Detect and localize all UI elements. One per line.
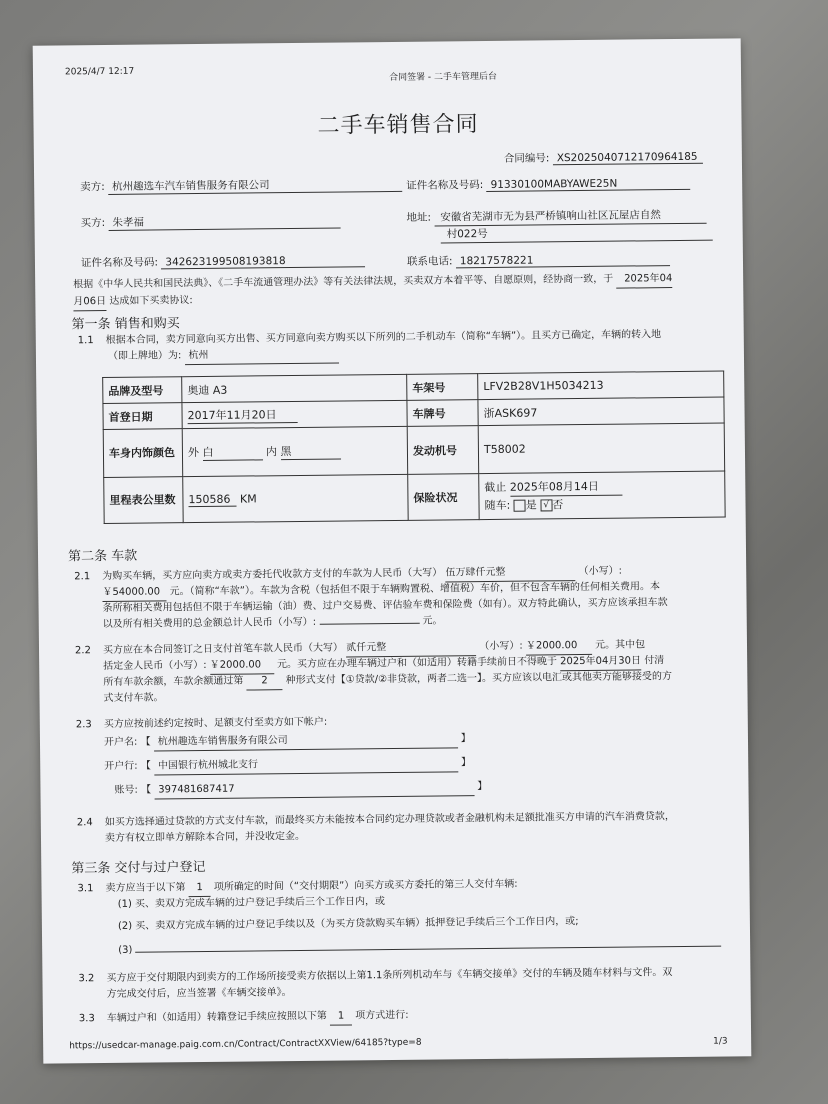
contract-number-value: XS2025040712170964185 [553,151,703,166]
plate-label: 车牌号 [407,400,478,427]
contract-paper [33,38,752,1063]
intro-text: 根据《中华人民共和国民法典》、《二手车流通管理办法》等有关法律法规，买卖双方本着平等、自愿原则，经协商一致，于 [73,273,614,291]
first-payment-lower: ￥2000.00 [526,638,592,656]
deposit-label: 括定金人民币（小写）: [103,659,207,673]
clause-3-2-line2: 方完成交付后，应当签署《车辆交接单》。 [106,987,292,1001]
reg-date-cell [182,400,407,428]
clause-2-1-num: 2.1 [74,571,91,583]
delivery-option: 1 [189,880,211,897]
clause-1-1-label: （即上牌地）为: [107,350,182,362]
price-upper: 伍万肆仟元整 [445,564,575,582]
insurance-until-label: 截止 [484,480,507,495]
clause-3-3-line1 [107,1008,409,1028]
intro-text2: 达成如下买卖协议: [109,295,193,307]
engine-label: 发动机号 [407,426,478,475]
vehicle-info-table [102,371,726,525]
seller-id: 91330100MABYAWE25N [487,177,691,192]
vin-value: LFV2B28V1H5034213 [478,371,724,400]
no-label: 否 [552,498,564,512]
brand-value: 奥迪 A3 [182,374,407,402]
bank-row: 开户行: 【 中国银行杭州城北支行 】 [104,755,471,776]
print-datetime: 2025/4/7 12:17 [64,66,135,78]
price-lower-label: （小写）: [578,565,623,578]
buyer-phone-label: 联系电话: [406,255,453,268]
interior-label: 内 [265,445,278,459]
insurance-until-date: 2025年08月14日 [510,478,622,497]
buyer-label: 买方: [80,216,106,230]
insurance-cell [479,471,725,520]
account-number-label: 账号: [114,784,138,796]
clause-3-1-num: 3.1 [77,883,94,895]
app-title: 合同签署 - 二手车管理后台 [388,71,498,84]
vin-label: 车架号 [407,374,478,401]
bank-label: 开户行: [104,760,138,773]
delivery-option-3-label: (3) [118,944,133,956]
seller-label: 卖方: [80,180,105,194]
no-checkbox: √ [540,499,552,511]
clause-1-1-num: 1.1 [77,335,94,347]
delivery-option-1: (1) 买、卖双方完成车辆的过户登记手续后三个工作日内，或 [117,896,386,910]
delivery-option-3 [118,937,721,959]
engine-value: T58002 [478,423,724,474]
contract-number-label: 合同编号: [503,152,550,165]
reg-date-label: 首登日期 [103,403,182,430]
account-name: 杭州趣选车销售服务有限公司 [154,731,458,751]
account-name-label: 开户名: [103,736,138,749]
mileage-label: 里程表公里数 [104,477,183,524]
clause-2-2-text: 买方应在本合同签订之日支付首笔车款人民币（大写） [102,642,344,657]
transfer-option: 1 [330,1008,352,1025]
intro-paragraph [73,270,733,311]
mileage-value: 150586 [188,492,236,507]
clause-2-3-num: 2.3 [75,719,92,731]
clause-2-2-line4: 式支付车款。 [103,692,164,705]
delivery-option-2: (2) 买、卖双方完成车辆的过户登记手续以及（为买方贷款购买车辆）抵押登记手续后三个工作日内，或; [117,916,579,932]
bank-name: 中国银行杭州城北支行 [154,755,458,775]
payment-method: 2 [246,673,282,690]
clause-2-4-line1: 如买方选择通过贷款的方式支付车款，而最终买方未能按本合同约定办理贷款或者金融机构未足额批准买方申请的汽车消费贷款， [104,811,675,829]
seller-row [80,176,402,195]
clause-2-1-line3: 条所称相关费用包括但不限于车辆运输（油）费、过户交易费、评估验车费和保险费（如有）。双方特此确认，买方应该承担车款 [102,597,668,615]
seller-id-row [406,175,691,193]
registration-city: 杭州 [184,347,338,366]
deposit-amount: ￥2000.00 [210,657,274,675]
contract-number [504,149,703,166]
clause-3-1-text2: 项所确定的时间（“交付期限”）向买方或买方委托的第三人交付车辆: [213,878,518,893]
account-number: 397481687417 [154,779,474,799]
clause-2-2-text3b: 种形式支付【①贷款/②非贷款，两者二选一】。买方应该以电汇或其他卖方能够接受的方 [285,671,673,687]
reg-date-value: 2017年11月20日 [187,406,297,424]
clause-2-3-line1: 买方应按前述约定按时、足额支付至卖方如下帐户: [103,716,328,731]
clause-2-2-text2c: 付清 [644,655,665,667]
page-number: 1/3 [713,1036,728,1047]
clause-2-1-line4 [103,613,443,633]
page-title: 二手车销售合同 [317,112,479,139]
balance-deadline: 2025年04月30日 [560,653,641,671]
first-payment-upper: 贰仟元整 [346,639,476,657]
section-1-title: 第一条 销售和购买 [71,316,180,333]
buyer-row [80,213,340,232]
clause-3-2-line1: 买方应于交付期限内到卖方的工作场所接受卖方依据以上第1.1条所列机动车与《车辆交接单》交付的车辆及随车材料与文件。双 [106,967,673,985]
buyer-phone: 18217578221 [456,253,670,268]
insurance-label: 保险状况 [408,474,479,521]
total-amount-unit: 元。 [422,615,443,627]
buyer-address-row [406,207,712,244]
buyer-id: 342623199508193818 [161,254,365,269]
buyer-id-row [81,252,366,270]
section-3-title: 第三条 交付与过户登记 [71,859,206,877]
mileage-unit: KM [239,491,257,506]
interior-color: 黑 [280,443,340,461]
total-amount-label: 以及所有相关费用的总金额总计人民币（小写）: [102,616,317,631]
brand-label: 品牌及型号 [103,377,182,404]
clause-3-3-num: 3.3 [78,1013,95,1025]
price-lower: ￥54000.00 [102,584,166,602]
clause-2-4-num: 2.4 [76,817,93,829]
buyer-id-label: 证件名称及号码: [80,256,159,270]
exterior-label: 外 [187,446,200,460]
first-payment-lower-label: （小写）: [479,640,523,653]
clause-2-4-line2: 卖方有权立即单方解除本合同，并没收定金。 [104,830,306,845]
mileage-cell [183,474,408,522]
footer-url: https://usedcar-manage.paig.com.cn/Contract/ContractXXView/64185?type=8 [69,1037,422,1052]
clause-2-2-text1c: 元。其中包 [595,639,646,651]
clause-3-2-num: 3.2 [78,973,95,985]
buyer-address-line2: 村022号 [441,224,713,244]
seller-id-label: 证件名称及号码: [406,179,484,192]
clause-1-1-line1: 根据本合同，卖方同意向买方出售、买方同意向卖方购买以下所列的二手机动车（简称“车辆”）。且买方已确定，车辆的转入地 [105,329,662,346]
plate-value: 浙ASK697 [478,397,724,426]
clause-3-3-text2: 项方式进行: [355,1009,409,1022]
intro-date-part2: 月06日 [73,294,106,311]
clause-2-1-text2: 元。（简称“车款”）。车款为含税（包括但不限于车辆购置税、增值税）车价，但不包含车辆的任何相关费用。本 [169,581,661,598]
account-number-row: 账号: 【 397481687417 】 [114,779,487,800]
section-2-title: 第二条 车款 [67,548,138,565]
clause-2-2-text3: 所有车款余额，车款余额通过第 [103,675,244,689]
color-cell [182,426,407,476]
color-label: 车身内饰颜色 [103,429,182,478]
buyer-address-line1: 安徽省芜湖市无为县严桥镇响山社区瓦屋店自然 [434,207,706,227]
buyer-name: 朱孝福 [108,213,340,231]
clause-3-1-text: 卖方应当于以下第 [105,882,186,895]
account-name-row: 开户名: 【 杭州趣选车销售服务有限公司 】 [104,731,471,752]
exterior-color: 白 [202,443,262,461]
buyer-phone-row [407,251,670,269]
clause-2-2-text2: 元。买方应在办理车辆过户和（如适用）转籍手续前日不得晚于 [276,656,557,671]
insurance-follow-label: 随车: [484,498,511,513]
yes-checkbox [514,500,526,512]
clause-3-3-text: 车辆过户和（如适用）转籍登记手续应按照以下第 [106,1010,327,1025]
buyer-address-label: 地址: [406,211,432,224]
clause-2-2-num: 2.2 [74,645,91,657]
yes-label: 是 [525,498,537,512]
intro-date-part1: 2025年04 [616,271,672,289]
clause-2-1-text: 为购买车辆，买方应向卖方或卖方委托代收款方支付的车款为人民币（大写） [102,567,443,583]
clause-1-1-line2 [108,347,339,366]
seller-name: 杭州趣选车汽车销售服务有限公司 [108,176,402,195]
